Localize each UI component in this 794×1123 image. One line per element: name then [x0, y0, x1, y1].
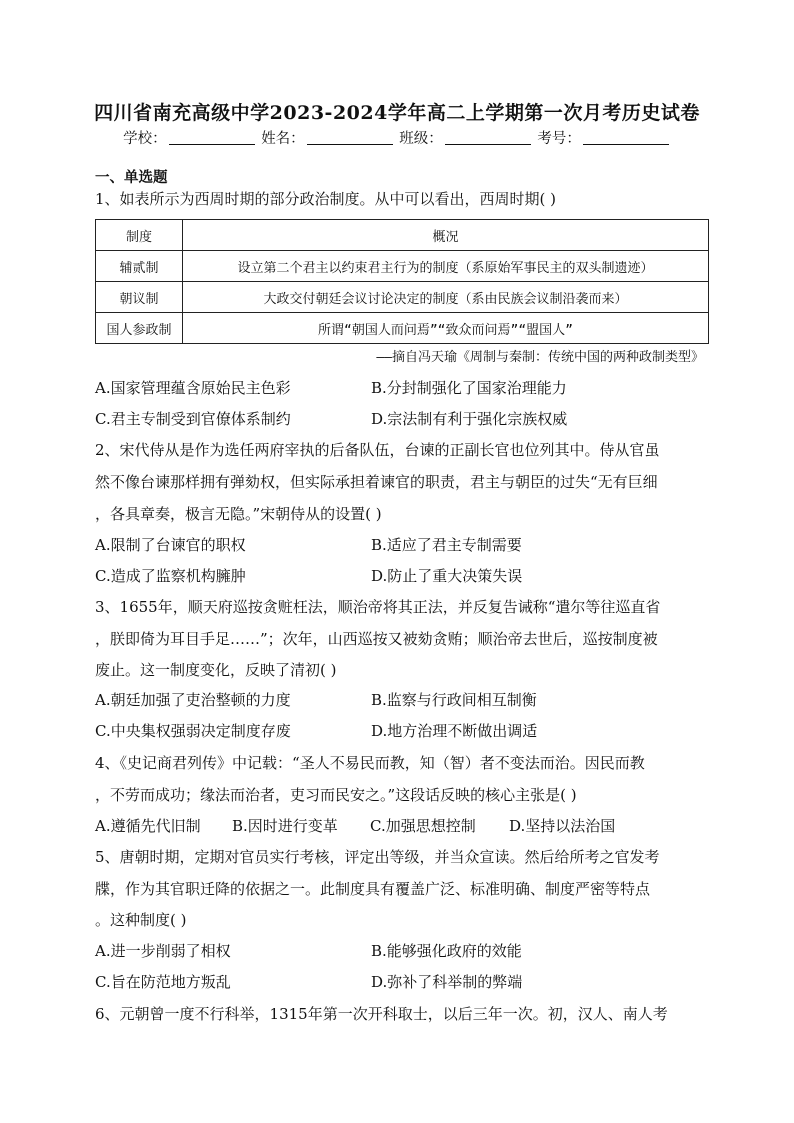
- school-blank[interactable]: [169, 130, 255, 145]
- table-row: [96, 251, 709, 282]
- class-blank[interactable]: [445, 130, 531, 145]
- q5-option-a[interactable]: A.进一步削弱了相权: [95, 942, 231, 960]
- q5-option-c[interactable]: C.旨在防范地方叛乱: [95, 973, 231, 991]
- q4-option-b[interactable]: B.因时进行变革: [232, 817, 338, 835]
- q4-option-c[interactable]: C.加强思想控制: [370, 817, 476, 835]
- q1-option-c[interactable]: C.君主专制受到官僚体系制约: [95, 410, 291, 428]
- exam-number-label: 考号：: [537, 131, 581, 147]
- q5-line: 5、唐朝时期，定期对官员实行考核，评定出等级，并当众宣读。然后给所考之官发考: [95, 848, 660, 866]
- q3-option-d[interactable]: D.地方治理不断做出调适: [371, 722, 538, 740]
- section-title: 一、单选题: [95, 169, 168, 186]
- table-cell: 国人参政制: [96, 313, 183, 344]
- q6-line: 6、元朝曾一度不行科举，1315年第一次开科取士，以后三年一次。初，汉人、南人考: [95, 1005, 668, 1023]
- q3-option-c[interactable]: C.中央集权强弱决定制度存废: [95, 722, 291, 740]
- exam-number-blank[interactable]: [583, 130, 669, 145]
- q2-line: 然不像台谏那样拥有弹劾权，但实际承担着谏官的职责，君主与朝臣的过失“无有巨细: [95, 473, 658, 491]
- q1-option-a[interactable]: A.国家管理蕴含原始民主色彩: [95, 379, 291, 397]
- name-label: 姓名：: [261, 131, 305, 147]
- q3-line: 废止。这一制度变化，反映了清初( ): [95, 661, 337, 679]
- school-label: 学校：: [123, 131, 167, 147]
- q3-line: 3、1655年，顺天府巡按贪赃枉法，顺治帝将其正法，并反复告诫称“遣尔等往巡直省: [95, 598, 661, 616]
- table-row: [96, 282, 709, 313]
- name-blank[interactable]: [307, 130, 393, 145]
- q3-option-a[interactable]: A.朝廷加强了吏治整顿的力度: [95, 691, 291, 709]
- q4-line: ，不劳而成功；缘法而治者，吏习而民安之。”这段话反映的核心主张是( ): [95, 786, 577, 804]
- q1-source: ——摘自冯天瑜《周制与秦制：传统中国的两种政制类型》: [376, 350, 704, 365]
- table-cell: 大政交付朝廷会议讨论决定的制度（系由民族会议制沿袭而来）: [183, 282, 709, 313]
- q1-option-d[interactable]: D.宗法制有利于强化宗族权威: [371, 410, 568, 428]
- q1-table: [95, 219, 709, 344]
- table-header-cell: 制度: [96, 220, 183, 251]
- q5-option-d[interactable]: D.弥补了科举制的弊端: [371, 973, 523, 991]
- q3-option-b[interactable]: B.监察与行政间相互制衡: [371, 691, 537, 709]
- student-info-line: [0, 127, 794, 148]
- table-header-row: [96, 220, 709, 251]
- q2-line: 2、宋代侍从是作为选任两府宰执的后备队伍，台谏的正副长官也位列其中。侍从官虽: [95, 441, 660, 459]
- q4-line: 4、《史记商君列传》中记载：“圣人不易民而教，知（智）者不变法而治。因民而教: [95, 754, 645, 772]
- q1-stem: 1、如表所示为西周时期的部分政治制度。从中可以看出，西周时期( ): [95, 190, 557, 208]
- q2-line: ，各具章奏，极言无隐。”宋朝侍从的设置( ): [95, 505, 382, 523]
- q5-option-b[interactable]: B.能够强化政府的效能: [371, 942, 522, 960]
- q2-option-a[interactable]: A.限制了台谏官的职权: [95, 536, 246, 554]
- q2-option-b[interactable]: B.适应了君主专制需要: [371, 536, 522, 554]
- q4-option-d[interactable]: D.坚持以法治国: [509, 817, 616, 835]
- table-cell: 所谓“朝国人而问焉”“致众而问焉”“盟国人”: [183, 313, 709, 344]
- table-row: [96, 313, 709, 344]
- q4-option-a[interactable]: A.遵循先代旧制: [95, 817, 201, 835]
- table-cell: 辅贰制: [96, 251, 183, 282]
- q2-option-c[interactable]: C.造成了监察机构臃肿: [95, 567, 246, 585]
- q3-line: ，朕即倚为耳目手足……”；次年，山西巡按又被劾贪贿；顺治帝去世后，巡按制度被: [95, 630, 658, 648]
- table-cell: 设立第二个君主以约束君主行为的制度（系原始军事民主的双头制遗迹）: [183, 251, 709, 282]
- q1-option-b[interactable]: B.分封制强化了国家治理能力: [371, 379, 567, 397]
- q5-line: 牒，作为其官职迁降的依据之一。此制度具有覆盖广泛、标准明确、制度严密等特点: [95, 880, 651, 898]
- table-header-cell: 概况: [183, 220, 709, 251]
- class-label: 班级：: [399, 131, 443, 147]
- exam-title: 四川省南充高级中学2023-2024学年高二上学期第一次月考历史试卷: [94, 102, 700, 124]
- table-cell: 朝议制: [96, 282, 183, 313]
- q5-line: 。这种制度( ): [95, 911, 187, 929]
- q2-option-d[interactable]: D.防止了重大决策失误: [371, 567, 523, 585]
